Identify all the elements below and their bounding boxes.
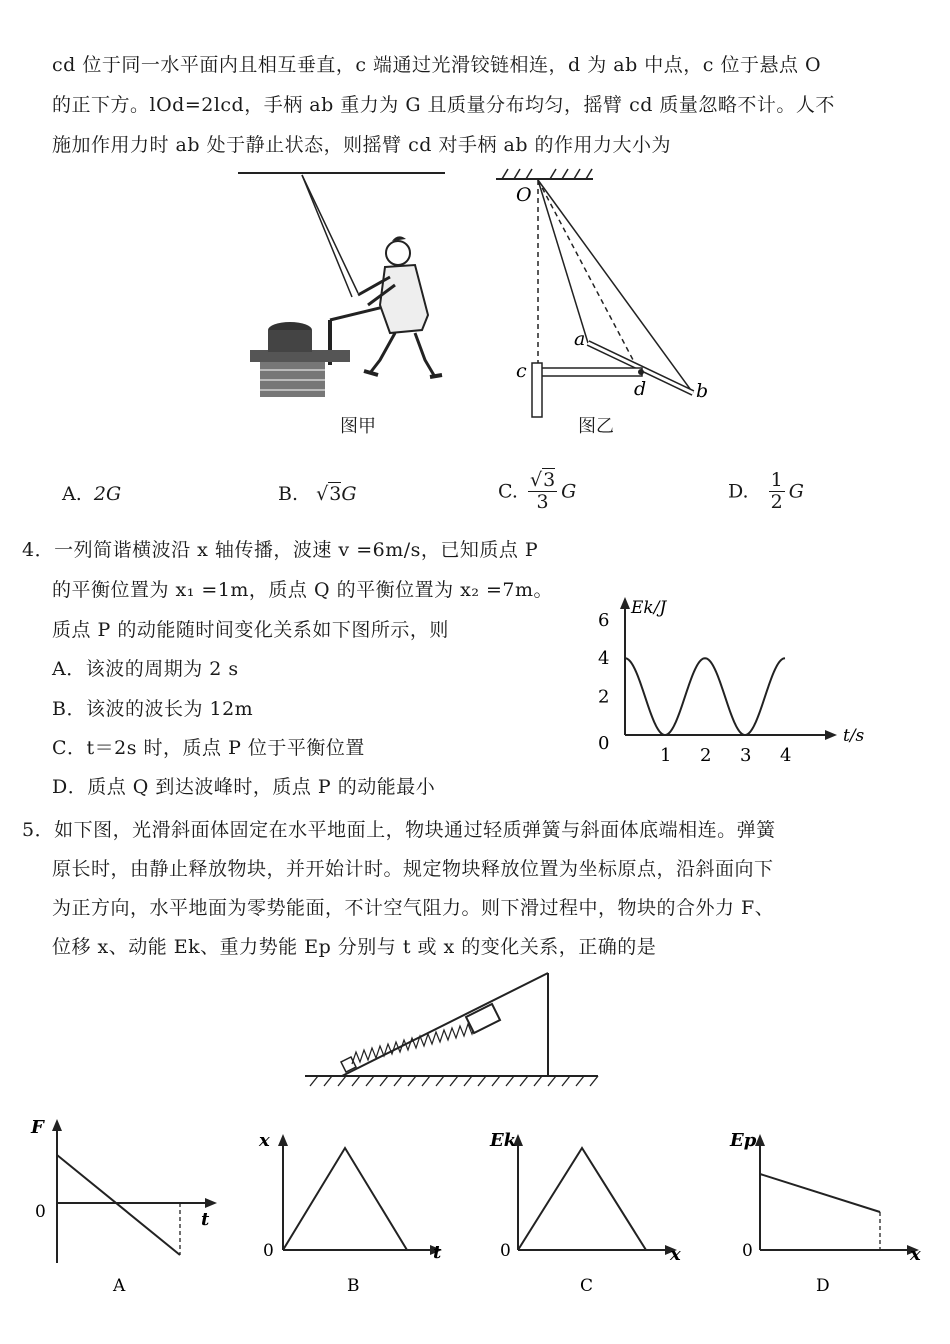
ek-y-tick-label: 6	[598, 609, 610, 631]
label-c: c	[516, 360, 527, 382]
graph-b-origin: 0	[263, 1241, 274, 1261]
figure-yi-diagram	[488, 165, 718, 420]
q5-line-2: 原长时，由静止释放物块，并开始计时。规定物块释放位置为坐标原点，沿斜面向下	[52, 858, 774, 880]
graph-b	[255, 1130, 455, 1295]
ek-x-tick-label: 2	[700, 745, 712, 766]
ek-y-tick-label: 2	[598, 686, 610, 708]
ek-y-axis-label: Ek/J	[631, 598, 667, 618]
q5-line-1: 5．如下图，光滑斜面体固定在水平地面上，物块通过轻质弹簧与斜面体底端相连。弹簧	[22, 819, 776, 841]
q4-line-1: 4．一列简谐横波沿 x 轴传播，波速 v =6m/s，已知质点 P	[22, 539, 539, 561]
ek-time-chart	[590, 595, 890, 770]
q3-line-2: 的正下方。lOd=2lcd，手柄 ab 重力为 G 且质量分布均匀，摇臂 cd 质量忽略不计。人不	[52, 94, 835, 116]
q3-option-a: A. 2G	[62, 483, 122, 505]
graph-b-ylabel: x	[259, 1130, 270, 1151]
q4-option-d: D．质点 Q 到达波峰时，质点 P 的动能最小	[52, 776, 436, 798]
ek-y-arrow	[620, 597, 630, 609]
label-O: O	[516, 184, 532, 206]
q4-option-a: A．该波的周期为 2 s	[52, 658, 239, 680]
q3-option-b: B. √3G	[278, 483, 357, 505]
q3-line-1: cd 位于同一水平面内且相互垂直，c 端通过光滑铰链相连，d 为 ab 中点，c 位于悬点 O	[52, 54, 822, 76]
graph-c	[490, 1130, 695, 1295]
q5-line-3: 为正方向，水平地面为零势能面，不计空气阻力。则下滑过程中，物块的合外力 F、	[52, 897, 775, 919]
q5-line-4: 位移 x、动能 Ek、重力势能 Ep 分别与 t 或 x 的变化关系，正确的是	[52, 936, 657, 958]
q4-option-b: B．该波的波长为 12m	[52, 698, 254, 720]
q3-option-c: C. $\frac{√3}{3}$ G	[498, 469, 577, 513]
q4-line-3: 质点 P 的动能随时间变化关系如下图所示，则	[52, 619, 449, 641]
ek-x-axis-label: t/s	[843, 726, 865, 746]
graph-a	[25, 1115, 225, 1295]
graph-a-caption: A	[113, 1276, 126, 1296]
label-b: b	[696, 380, 709, 402]
graph-d	[730, 1130, 935, 1295]
graph-c-caption: C	[580, 1276, 594, 1296]
ek-x-tick-label: 4	[780, 745, 792, 766]
label-a: a	[574, 328, 586, 350]
graph-d-xlabel: x	[910, 1244, 921, 1265]
ek-y-tick-label: 0	[598, 733, 610, 754]
ek-x-tick-label: 3	[740, 745, 752, 766]
graph-a-ylabel: F	[31, 1117, 44, 1138]
graph-c-ylabel: Ek	[490, 1130, 517, 1151]
figure-jia-illustration	[230, 165, 460, 410]
graph-a-origin: 0	[35, 1202, 46, 1222]
ek-x-arrow	[825, 730, 837, 740]
graph-a-xlabel: t	[201, 1209, 210, 1230]
q3-line-3: 施加作用力时 ab 处于静止状态，则摇臂 cd 对手柄 ab 的作用力大小为	[52, 134, 672, 156]
figure-yi-caption: 图乙	[578, 416, 614, 437]
q4-line-2: 的平衡位置为 x₁ =1m，质点 Q 的平衡位置为 x₂ =7m。	[52, 579, 554, 601]
figure-jia-caption: 图甲	[340, 416, 376, 437]
label-d: d	[634, 378, 647, 400]
graph-d-origin: 0	[742, 1241, 753, 1261]
graph-b-xlabel: t	[433, 1242, 442, 1263]
ek-curve	[625, 658, 785, 735]
q4-option-c: C．t＝2s 时，质点 P 位于平衡位置	[52, 737, 365, 759]
graph-c-origin: 0	[500, 1241, 511, 1261]
ek-x-tick-label: 1	[660, 745, 672, 766]
q3-option-d: D. $\frac{1}{2}$ G	[728, 469, 804, 513]
graph-b-caption: B	[347, 1276, 360, 1296]
graph-d-ylabel: Ep	[730, 1130, 757, 1151]
incline-spring-diagram	[300, 968, 605, 1093]
ek-y-tick-label: 4	[598, 648, 610, 670]
graph-c-xlabel: x	[670, 1244, 681, 1265]
graph-d-caption: D	[816, 1276, 830, 1296]
